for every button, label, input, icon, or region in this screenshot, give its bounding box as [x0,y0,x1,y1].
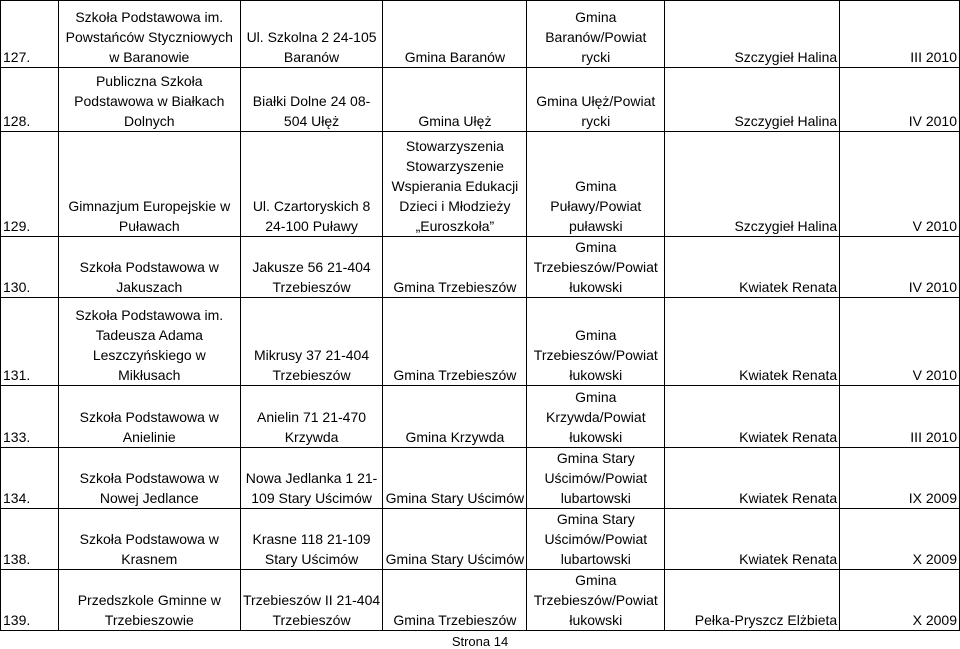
cell-num: 130. [1,237,59,298]
cell-address: Nowa Jedlanka 1 21-109 Stary Uścimów [240,448,383,509]
cell-organ: Gmina Baranów [383,1,527,68]
cell-num: 129. [1,132,59,237]
cell-person: Pełka-Pryszcz Elżbieta [665,570,840,631]
cell-school: Szkoła Podstawowa im. Tadeusza Adama Leszczyńskiego w Mikłusach [58,298,240,386]
cell-num: 134. [1,448,59,509]
cell-organ: Gmina Trzebieszów [383,570,527,631]
table-row [1,68,960,132]
cell-date: X 2009 [840,570,960,631]
cell-school: Przedszkole Gminne w Trzebieszowie [58,570,240,631]
cell-num: 128. [1,68,59,132]
table-row [1,570,960,631]
cell-school: Szkoła Podstawowa w Anielinie [58,386,240,448]
cell-num: 133. [1,386,59,448]
cell-school: Szkoła Podstawowa w Krasnem [58,509,240,570]
table-row [1,509,960,570]
cell-person: Szczygieł Halina [665,1,840,68]
cell-address: Jakusze 56 21-404 Trzebieszów [240,237,383,298]
cell-num: 139. [1,570,59,631]
cell-person: Kwiatek Renata [665,386,840,448]
cell-address: Trzebieszów II 21-404 Trzebieszów [240,570,383,631]
table-row [1,298,960,386]
cell-address: Ul. Szkolna 2 24-105 Baranów [240,1,383,68]
cell-organ: Gmina Krzywda [383,386,527,448]
cell-date: IV 2010 [840,68,960,132]
cell-address: Ul. Czartoryskich 8 24-100 Puławy [240,132,383,237]
cell-district: Gmina Krzywda/Powiat łukowski [527,386,665,448]
cell-date: IV 2010 [840,237,960,298]
cell-district: Gmina Puławy/Powiat puławski [527,132,665,237]
cell-date: X 2009 [840,509,960,570]
cell-address: Anielin 71 21-470 Krzywda [240,386,383,448]
cell-school: Publiczna Szkoła Podstawowa w Białkach Dolnych [58,68,240,132]
cell-district: Gmina Trzebieszów/Powiat łukowski [527,570,665,631]
cell-num: 131. [1,298,59,386]
cell-person: Szczygieł Halina [665,132,840,237]
cell-date: IX 2009 [840,448,960,509]
cell-date: V 2010 [840,132,960,237]
table-row [1,237,960,298]
table-row [1,448,960,509]
cell-person: Kwiatek Renata [665,298,840,386]
cell-organ: Gmina Stary Uścimów [383,448,527,509]
cell-person: Szczygieł Halina [665,68,840,132]
cell-school: Szkoła Podstawowa w Jakuszach [58,237,240,298]
table-row [1,386,960,448]
cell-organ: Stowarzyszenia Stowarzyszenie Wspierania Edukacji Dzieci i Młodzieży „Euroszkoła” [383,132,527,237]
cell-district: Gmina Baranów/Powiat rycki [527,1,665,68]
page-number: Strona 14 [451,634,509,649]
cell-address: Białki Dolne 24 08-504 Ułęż [240,68,383,132]
cell-school: Gimnazjum Europejskie w Puławach [58,132,240,237]
cell-num: 138. [1,509,59,570]
cell-person: Kwiatek Renata [665,237,840,298]
cell-school: Szkoła Podstawowa w Nowej Jedlance [58,448,240,509]
cell-district: Gmina Stary Uścimów/Powiat lubartowski [527,509,665,570]
cell-person: Kwiatek Renata [665,448,840,509]
cell-date: V 2010 [840,298,960,386]
cell-district: Gmina Trzebieszów/Powiat łukowski [527,237,665,298]
cell-district: Gmina Trzebieszów/Powiat łukowski [527,298,665,386]
cell-person: Kwiatek Renata [665,509,840,570]
table-row [1,132,960,237]
cell-address: Krasne 118 21-109 Stary Uścimów [240,509,383,570]
cell-district: Gmina Ułęż/Powiat rycki [527,68,665,132]
table-row [1,1,960,68]
cell-organ: Gmina Trzebieszów [383,298,527,386]
cell-num: 127. [1,1,59,68]
cell-organ: Gmina Ułęż [383,68,527,132]
cell-district: Gmina Stary Uścimów/Powiat lubartowski [527,448,665,509]
cell-organ: Gmina Trzebieszów [383,237,527,298]
cell-date: III 2010 [840,1,960,68]
cell-date: III 2010 [840,386,960,448]
cell-address: Mikrusy 37 21-404 Trzebieszów [240,298,383,386]
cell-organ: Gmina Stary Uścimów [383,509,527,570]
cell-school: Szkoła Podstawowa im. Powstańców Styczniowych w Baranowie [58,1,240,68]
